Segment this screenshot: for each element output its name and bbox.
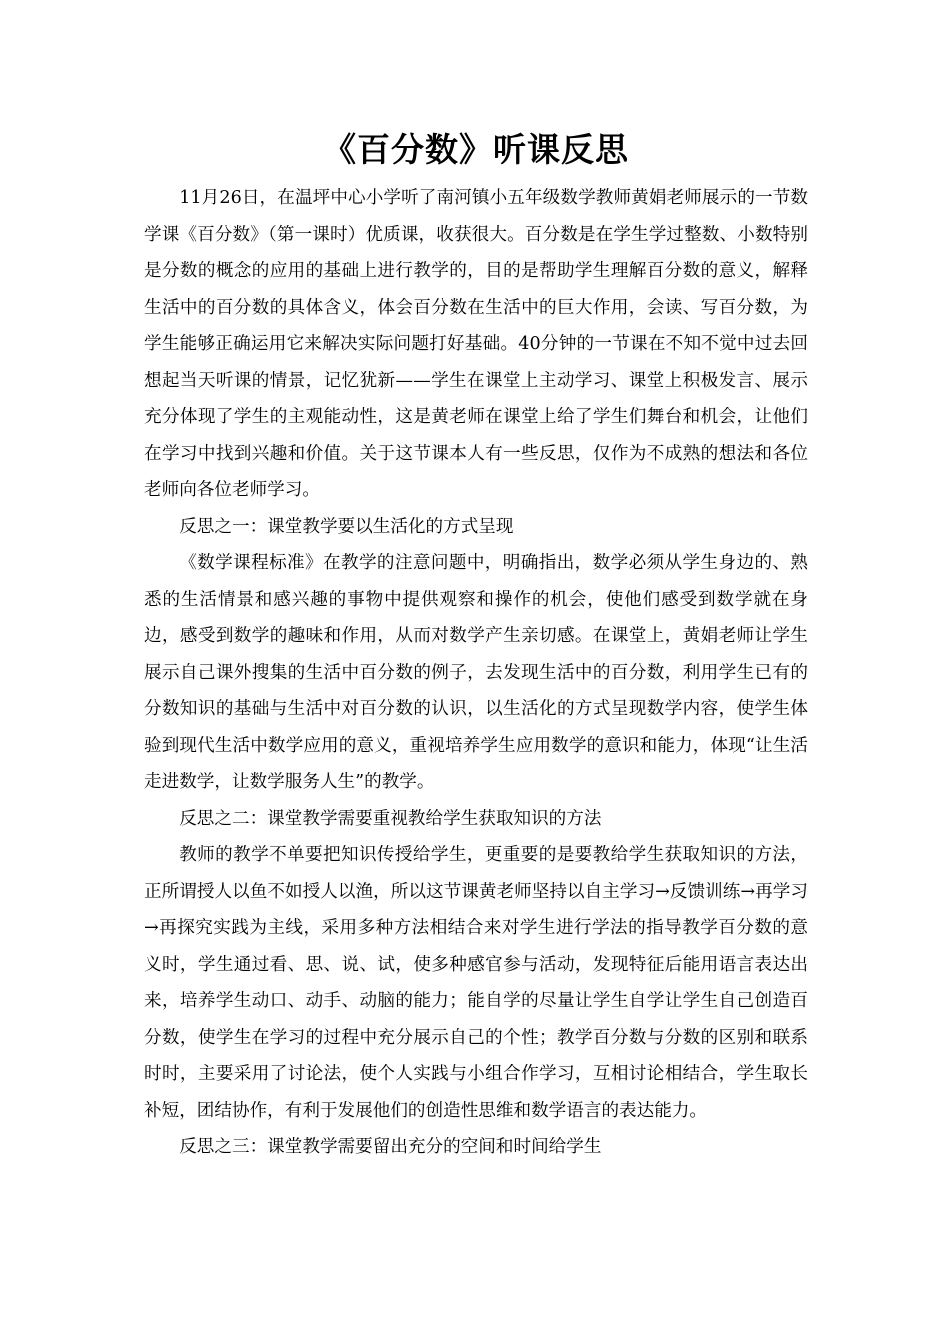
document-title: 《百分数》听课反思 bbox=[323, 130, 629, 169]
reflection-2-paragraph: 教师的教学不单要把知识传授给学生，更重要的是要教给学生获取知识的方法，正所谓授人以鱼不如授人以渔，所以这节课黄老师坚持以自主学习→反馈训练→再学习→再探究实践为主线，采用多种方法相结合来对学生进行学法的指导教学百分数的意义时，学生通过看、思、说、试，使多种感官参与活动，发现特征后能用语言表达出来，培养学生动口、动手、动脑的能力；能自学的尽量让学生自学让学生自己创造百分数，使学生在学习的过程中充分展示自己的个性；教学百分数与分数的区别和联系时时，主要采用了讨论法，使个人实践与小组合作学习，互相讨论相结合，学生取长补短，团结协作，有利于发展他们的创造性思维和数学语言的表达能力。 bbox=[144, 845, 808, 1121]
document-body bbox=[144, 180, 808, 1166]
intro-paragraph: 11月26日，在温坪中心小学听了南河镇小五年级数学教师黄娟老师展示的一节数学课《百分数》（第一课时）优质课，收获很大。百分数是在学生学过整数、小数特别是分数的概念的应用的基础上进行教学的，目的是帮助学生理解百分数的意义，解释生活中的百分数的具体含义，体会百分数在生活中的巨大作用，会读、写百分数，为学生能够正确运用它来解决实际问题打好基础。40分钟的一节课在不知不觉中过去回想起当天听课的情景，记忆犹新——学生在课堂上主动学习、课堂上积极发言、展示充分体现了学生的主观能动性，这是黄老师在课堂上给了学生们舞台和机会，让他们在学习中找到兴趣和价值。关于这节课本人有一些反思，仅作为不成熟的想法和各位老师向各位老师学习。 bbox=[144, 188, 808, 500]
document-page bbox=[144, 126, 808, 1166]
reflection-1-paragraph: 《数学课程标准》在教学的注意问题中，明确指出，数学必须从学生身边的、熟悉的生活情景和感兴趣的事物中提供观察和操作的机会，使他们感受到数学就在身边，感受到数学的趣味和作用，从而对数学产生亲切感。在课堂上，黄娟老师让学生展示自己课外搜集的生活中百分数的例子，去发现生活中的百分数，利用学生已有的分数知识的基础与生活中对百分数的认识，以生活化的方式呈现数学内容，使学生体验到现代生活中数学应用的意义，重视培养学生应用数学的意识和能力，体现“让生活走进数学，让数学服务人生”的教学。 bbox=[144, 553, 808, 792]
reflection-2-heading: 反思之二：课堂教学需要重视教给学生获取知识的方法 bbox=[179, 808, 602, 829]
reflection-1-heading: 反思之一：课堂教学要以生活化的方式呈现 bbox=[179, 516, 514, 537]
reflection-3-heading: 反思之三：课堂教学需要留出充分的空间和时间给学生 bbox=[179, 1137, 602, 1157]
